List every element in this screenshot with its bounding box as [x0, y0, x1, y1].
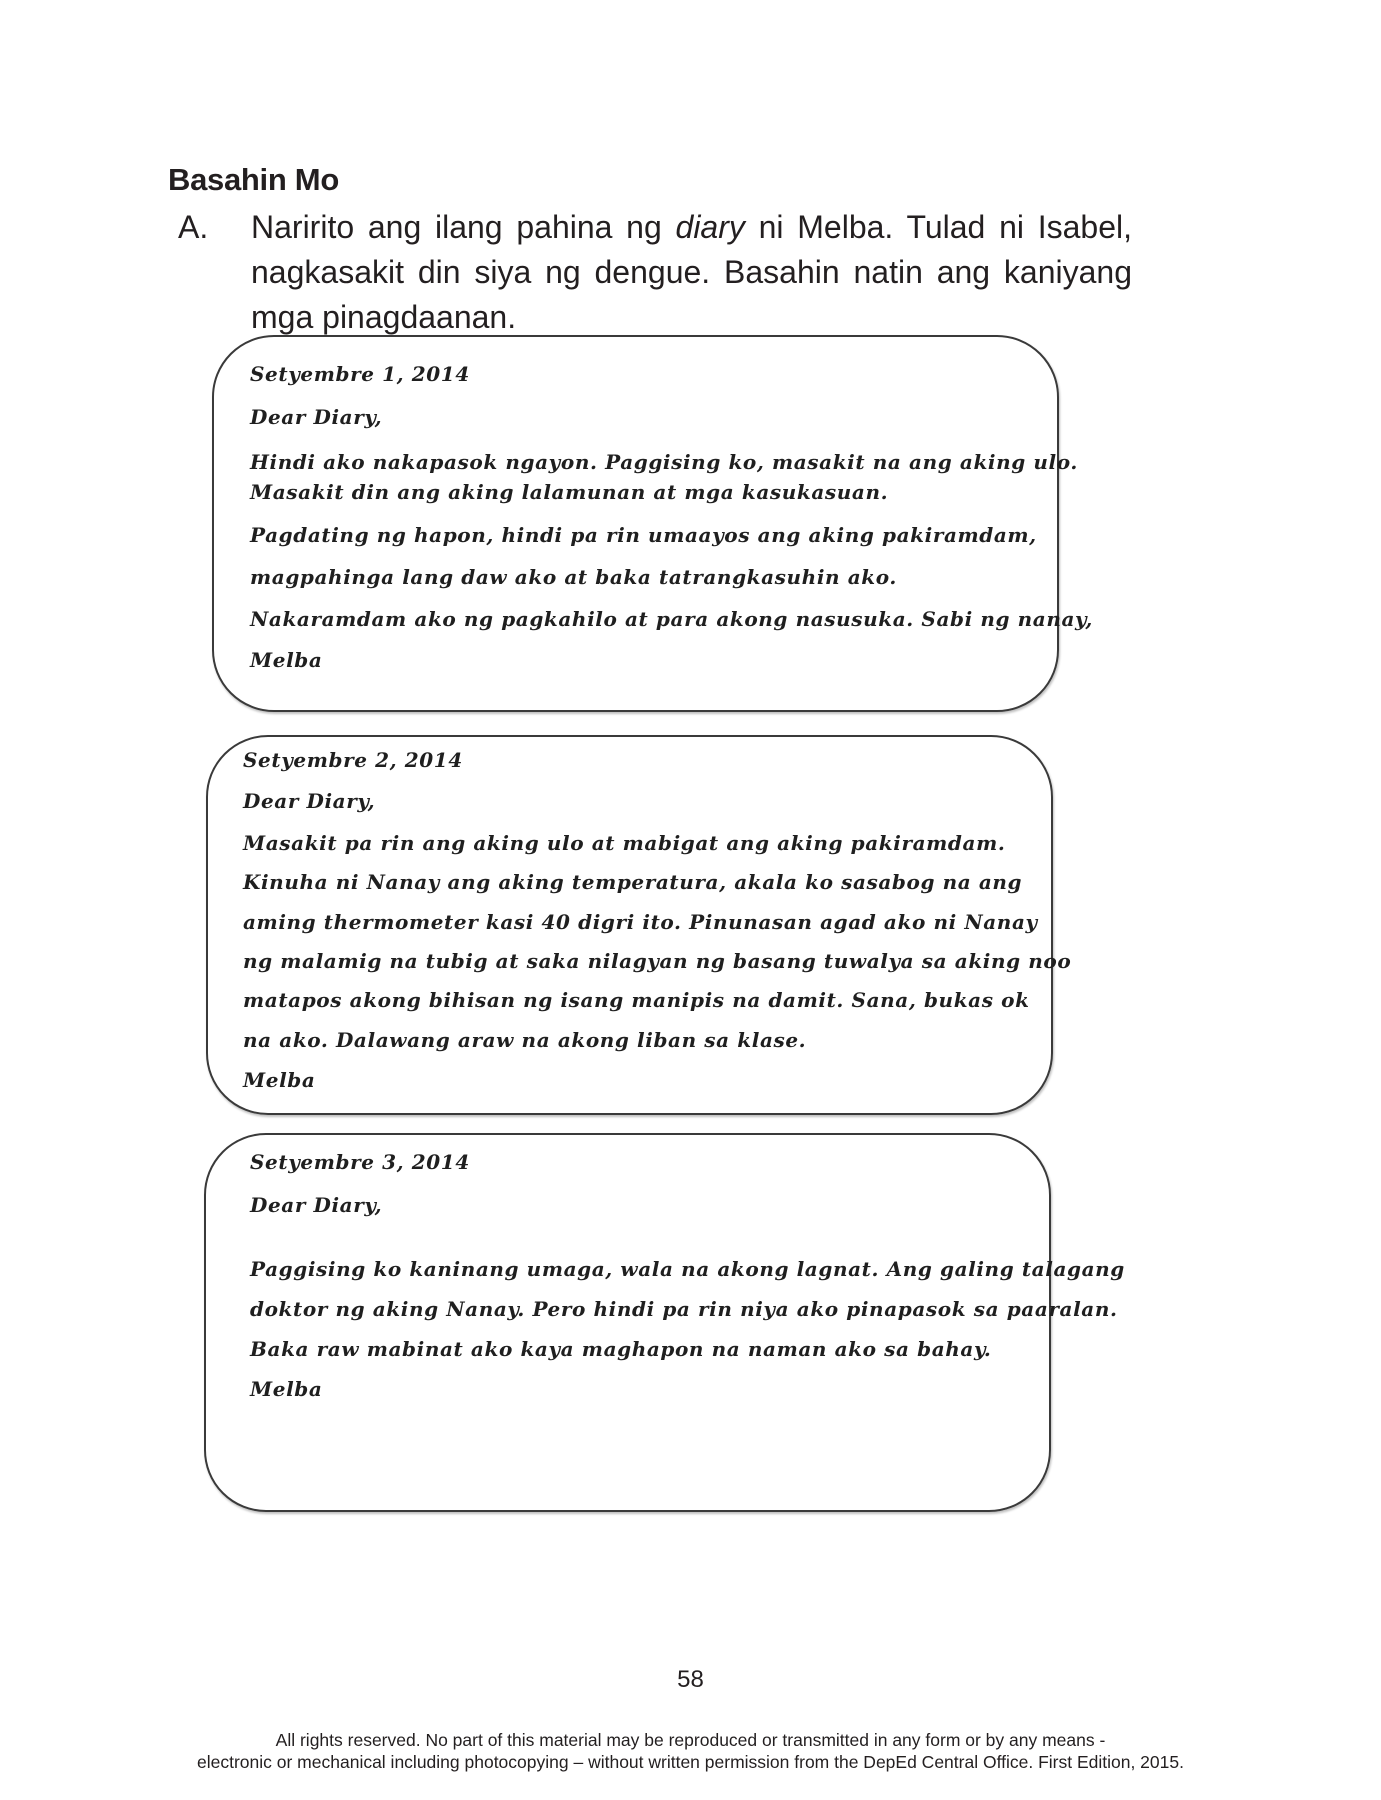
watermark-fragment	[463, 1112, 513, 1134]
italic-term: diary	[675, 209, 745, 245]
copyright-line-2: electronic or mechanical including photocopying – without written permission from the DepEd Central Office. First Edition, 2015.	[197, 1752, 1184, 1772]
intro-line: nagkasakit din siya ng dengue. Basahin natin ang kaniyang	[251, 254, 1132, 290]
diary-line: doktor ng aking Nanay. Pero hindi pa rin niya ako pinapasok sa paaralan.	[250, 1297, 1118, 1321]
diary-line: aming thermometer kasi 40 digri ito. Pinunasan agad ako ni Nanay	[243, 910, 1038, 934]
watermark-fragment	[920, 712, 940, 734]
intro-line: Naririto ang ilang pahina ng diary ni Melba. Tulad ni Isabel,	[251, 209, 1133, 245]
diary-line: Hindi ako nakapasok ngayon. Paggising ko, masakit na ang aking ulo.	[250, 450, 1078, 474]
copyright-line-1: All rights reserved. No part of this material may be reproduced or transmitted in any form or by any means -	[275, 1730, 1106, 1750]
diary-line: ng malamig na tubig at saka nilagyan ng basang tuwalya sa aking noo	[243, 949, 1072, 973]
intro-paragraph	[251, 205, 1132, 340]
diary-line: Pagdating ng hapon, hindi pa rin umaayos ang aking pakiramdam,	[250, 523, 1037, 547]
diary-line: magpahinga lang daw ako at baka tatrangkasuhin ako.	[250, 565, 897, 589]
diary-line: matapos akong bihisan ng isang manipis na damit. Sana, bukas ok	[243, 988, 1030, 1012]
diary-greeting: Dear Diary,	[243, 789, 376, 813]
section-heading: Basahin Mo	[168, 162, 339, 197]
diary-entry-box	[204, 1133, 1051, 1512]
diary-signature: Melba	[243, 1068, 316, 1092]
watermark-fragment	[383, 1112, 419, 1134]
diary-line: Masakit pa rin ang aking ulo at mabigat ang aking pakiramdam.	[243, 831, 1006, 855]
diary-signature: Melba	[250, 1377, 323, 1401]
diary-date: Setyembre 1, 2014	[250, 362, 470, 386]
diary-line: na ako. Dalawang araw na akong liban sa klase.	[243, 1028, 807, 1052]
diary-line: Paggising ko kaninang umaga, wala na akong lagnat. Ang galing talagang	[250, 1257, 1125, 1281]
diary-line: Nakaramdam ako ng pagkahilo at para akong nasusuka. Sabi ng nanay,	[250, 607, 1093, 631]
item-letter: A.	[178, 209, 209, 245]
diary-signature: Melba	[250, 648, 323, 672]
diary-line: Baka raw mabinat ako kaya maghapon na naman ako sa bahay.	[250, 1337, 992, 1361]
diary-date: Setyembre 3, 2014	[250, 1150, 470, 1174]
diary-date: Setyembre 2, 2014	[243, 748, 463, 772]
diary-greeting: Dear Diary,	[250, 1193, 383, 1217]
watermark-fragment	[809, 712, 837, 734]
page-number: 58	[677, 1666, 704, 1693]
diary-greeting: Dear Diary,	[250, 405, 383, 429]
diary-line: Masakit din ang aking lalamunan at mga kasukasuan.	[250, 480, 889, 504]
diary-line: Kinuha ni Nanay ang aking temperatura, akala ko sasabog na ang	[243, 870, 1023, 894]
intro-line: mga pinagdaanan.	[251, 299, 517, 335]
